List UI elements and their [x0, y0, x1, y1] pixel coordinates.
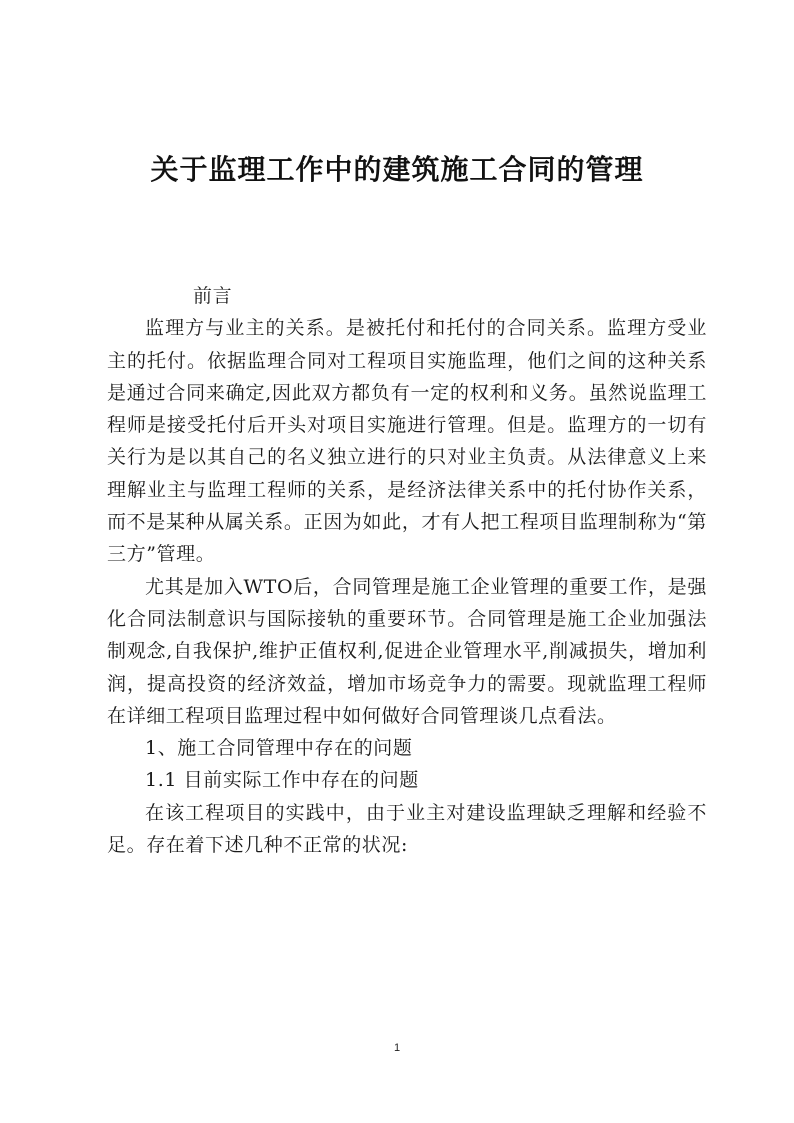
- paragraph-2: 尤其是加入WTO后，合同管理是施工企业管理的重要工作，是强化合同法制意识与国际接轨的重要环节。合同管理是施工企业加强法制观念,自我保护,维护正值权利,促进企业管理水平,削减损失，增加利润，提高投资的经济效益，增加市场竞争力的需要。现就监理工程师在详细工程项目监理过程中如何做好合同管理谈几点看法。: [107, 575, 707, 727]
- paragraph-1: 监理方与业主的关系。是被托付和托付的合同关系。监理方受业主的托付。依据监理合同对工程项目实施监理，他们之间的这种关系是通过合同来确定,因此双方都负有一定的权利和义务。虽然说监理工程师是接受托付后开头对项目实施进行管理。但是。监理方的一切有关行为是以其自己的名义独立进行的只对业主负责。从法律意义上来理解业主与监理工程师的关系，是经济法律关系中的托付协作关系， 而不是某种从属关系。正因为如此，才有人把工程项目监理制称为“第三方”管理。: [107, 317, 707, 566]
- section-heading-1: 1、施工合同管理中存在的问题: [145, 737, 413, 760]
- paragraph-3: 在该工程项目的实践中，由于业主对建设监理缺乏理解和经验不足。存在着下述几种不正常的状况:: [107, 801, 707, 857]
- document-title: 关于监理工作中的建筑施工合同的管理: [150, 153, 644, 186]
- preface-label: 前言: [193, 285, 233, 307]
- page-number: 1: [393, 1042, 401, 1054]
- section-heading-1-1: 1.1 目前实际工作中存在的问题: [145, 769, 419, 792]
- document-body: [107, 280, 707, 861]
